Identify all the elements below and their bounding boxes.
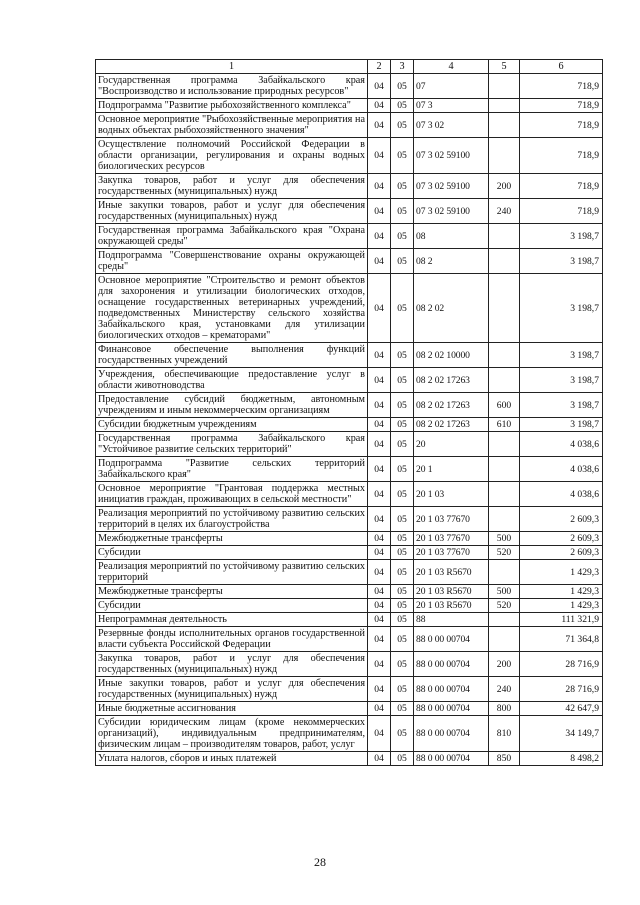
row-name-cell: Финансовое обеспечение выполнения функций государственных учреждений [96,343,368,368]
row-section-cell: 04 [368,532,391,546]
row-amount-cell: 71 364,8 [520,627,603,652]
row-expense-type-cell: 240 [489,199,520,224]
row-amount-cell: 718,9 [520,113,603,138]
row-subsection-cell: 05 [391,702,414,716]
row-amount-cell: 3 198,7 [520,249,603,274]
row-target-article-cell: 08 2 02 10000 [414,343,489,368]
table-row [96,99,603,113]
row-amount-cell: 3 198,7 [520,343,603,368]
row-subsection-cell: 05 [391,652,414,677]
row-expense-type-cell [489,249,520,274]
row-section-cell: 04 [368,174,391,199]
row-name-cell: Уплата налогов, сборов и иных платежей [96,752,368,766]
row-expense-type-cell [489,482,520,507]
row-name-cell: Непрограммная деятельность [96,613,368,627]
row-amount-cell: 718,9 [520,99,603,113]
row-name-cell: Субсидии юридическим лицам (кроме некоммерческих организаций), индивидуальным предпринимателям, физическим лицам – производителям товаров, работ, услуг [96,716,368,752]
row-expense-type-cell [489,274,520,343]
table-row [96,457,603,482]
row-name-cell: Закупка товаров, работ и услуг для обеспечения государственных (муниципальных) нужд [96,174,368,199]
row-expense-type-cell: 500 [489,532,520,546]
table-row [96,716,603,752]
row-amount-cell: 718,9 [520,138,603,174]
row-subsection-cell: 05 [391,138,414,174]
table-row [96,507,603,532]
row-section-cell: 04 [368,99,391,113]
row-subsection-cell: 05 [391,507,414,532]
row-expense-type-cell: 850 [489,752,520,766]
table-row [96,343,603,368]
row-target-article-cell: 20 1 03 [414,482,489,507]
row-subsection-cell: 05 [391,99,414,113]
column-header-4: 4 [414,60,489,74]
row-target-article-cell: 20 1 03 R5670 [414,599,489,613]
row-section-cell: 04 [368,716,391,752]
row-expense-type-cell: 610 [489,418,520,432]
row-subsection-cell: 05 [391,432,414,457]
row-subsection-cell: 05 [391,113,414,138]
table-row [96,174,603,199]
row-name-cell: Субсидии [96,599,368,613]
row-expense-type-cell: 200 [489,652,520,677]
row-expense-type-cell [489,507,520,532]
row-section-cell: 04 [368,482,391,507]
row-name-cell: Учреждения, обеспечивающие предоставление услуг в области животноводства [96,368,368,393]
row-target-article-cell: 88 0 00 00704 [414,752,489,766]
row-amount-cell: 1 429,3 [520,560,603,585]
row-expense-type-cell [489,627,520,652]
row-target-article-cell: 20 1 03 77670 [414,532,489,546]
table-row [96,560,603,585]
table-row [96,752,603,766]
table-body [96,74,603,766]
row-name-cell: Резервные фонды исполнительных органов государственной власти субъекта Российской Федерации [96,627,368,652]
table-row [96,199,603,224]
row-target-article-cell: 88 0 00 00704 [414,702,489,716]
row-section-cell: 04 [368,560,391,585]
row-subsection-cell: 05 [391,174,414,199]
row-target-article-cell: 07 3 02 59100 [414,174,489,199]
row-subsection-cell: 05 [391,677,414,702]
row-amount-cell: 111 321,9 [520,613,603,627]
row-section-cell: 04 [368,274,391,343]
row-section-cell: 04 [368,418,391,432]
row-target-article-cell: 08 2 02 [414,274,489,343]
row-target-article-cell: 07 3 02 [414,113,489,138]
row-section-cell: 04 [368,457,391,482]
table-row [96,368,603,393]
row-subsection-cell: 05 [391,613,414,627]
row-amount-cell: 1 429,3 [520,585,603,599]
row-expense-type-cell [489,74,520,99]
row-target-article-cell: 08 2 02 17263 [414,418,489,432]
row-amount-cell: 34 149,7 [520,716,603,752]
row-target-article-cell: 88 0 00 00704 [414,652,489,677]
row-section-cell: 04 [368,627,391,652]
row-target-article-cell: 20 1 03 77670 [414,507,489,532]
row-subsection-cell: 05 [391,752,414,766]
row-subsection-cell: 05 [391,368,414,393]
row-target-article-cell: 20 1 03 77670 [414,546,489,560]
budget-table-sheet [95,59,603,766]
row-amount-cell: 28 716,9 [520,652,603,677]
row-name-cell: Межбюджетные трансферты [96,532,368,546]
row-section-cell: 04 [368,702,391,716]
row-subsection-cell: 05 [391,560,414,585]
column-header-2: 2 [368,60,391,74]
row-name-cell: Межбюджетные трансферты [96,585,368,599]
row-name-cell: Осуществление полномочий Российской Федерации в области организации, регулирования и охраны водных биологических ресурсов [96,138,368,174]
row-target-article-cell: 20 1 03 R5670 [414,585,489,599]
table-row [96,532,603,546]
table-row [96,677,603,702]
column-header-6: 6 [520,60,603,74]
row-subsection-cell: 05 [391,74,414,99]
row-expense-type-cell [489,138,520,174]
row-target-article-cell: 07 3 02 59100 [414,199,489,224]
table-row [96,652,603,677]
row-section-cell: 04 [368,249,391,274]
row-expense-type-cell: 200 [489,174,520,199]
row-expense-type-cell: 240 [489,677,520,702]
row-section-cell: 04 [368,677,391,702]
row-name-cell: Государственная программа Забайкальского края "Воспроизводство и использование природных ресурсов" [96,74,368,99]
table-row [96,482,603,507]
row-amount-cell: 4 038,6 [520,482,603,507]
row-name-cell: Основное мероприятие "Грантовая поддержка местных инициатив граждан, проживающих в сельской местности" [96,482,368,507]
row-subsection-cell: 05 [391,418,414,432]
table-row [96,393,603,418]
row-amount-cell: 3 198,7 [520,393,603,418]
row-subsection-cell: 05 [391,716,414,752]
row-expense-type-cell [489,613,520,627]
row-name-cell: Иные бюджетные ассигнования [96,702,368,716]
row-section-cell: 04 [368,613,391,627]
table-row [96,74,603,99]
row-name-cell: Государственная программа Забайкальского края "Устойчивое развитие сельских территорий" [96,432,368,457]
row-amount-cell: 2 609,3 [520,532,603,546]
row-section-cell: 04 [368,546,391,560]
row-expense-type-cell: 810 [489,716,520,752]
table-row [96,599,603,613]
row-subsection-cell: 05 [391,274,414,343]
row-subsection-cell: 05 [391,249,414,274]
row-name-cell: Основное мероприятие "Рыбохозяйственные мероприятия на водных объектах рыбохозяйственного значения" [96,113,368,138]
row-amount-cell: 2 609,3 [520,507,603,532]
row-subsection-cell: 05 [391,343,414,368]
row-name-cell: Предоставление субсидий бюджетным, автономным учреждениям и иным некоммерческим организациям [96,393,368,418]
row-target-article-cell: 88 0 00 00704 [414,627,489,652]
row-subsection-cell: 05 [391,457,414,482]
table-row [96,702,603,716]
row-amount-cell: 3 198,7 [520,368,603,393]
table-row [96,224,603,249]
table-row [96,613,603,627]
table-row [96,627,603,652]
row-target-article-cell: 07 [414,74,489,99]
column-header-1: 1 [96,60,368,74]
row-name-cell: Подпрограмма "Совершенствование охраны окружающей среды" [96,249,368,274]
row-amount-cell: 3 198,7 [520,274,603,343]
row-expense-type-cell [489,457,520,482]
row-target-article-cell: 20 1 [414,457,489,482]
row-section-cell: 04 [368,224,391,249]
row-section-cell: 04 [368,752,391,766]
row-section-cell: 04 [368,652,391,677]
row-subsection-cell: 05 [391,627,414,652]
row-section-cell: 04 [368,432,391,457]
row-expense-type-cell: 520 [489,546,520,560]
row-target-article-cell: 08 [414,224,489,249]
row-subsection-cell: 05 [391,585,414,599]
row-section-cell: 04 [368,138,391,174]
row-amount-cell: 3 198,7 [520,224,603,249]
row-section-cell: 04 [368,393,391,418]
row-amount-cell: 4 038,6 [520,457,603,482]
row-name-cell: Субсидии бюджетным учреждениям [96,418,368,432]
row-target-article-cell: 08 2 [414,249,489,274]
row-target-article-cell: 88 [414,613,489,627]
row-target-article-cell: 88 0 00 00704 [414,716,489,752]
row-name-cell: Иные закупки товаров, работ и услуг для обеспечения государственных (муниципальных) нужд [96,677,368,702]
table-row [96,585,603,599]
table-header-row [96,60,603,74]
budget-table [95,59,603,766]
row-expense-type-cell: 520 [489,599,520,613]
row-target-article-cell: 88 0 00 00704 [414,677,489,702]
row-amount-cell: 718,9 [520,174,603,199]
row-amount-cell: 42 647,9 [520,702,603,716]
row-amount-cell: 3 198,7 [520,418,603,432]
row-section-cell: 04 [368,507,391,532]
column-header-5: 5 [489,60,520,74]
row-name-cell: Закупка товаров, работ и услуг для обеспечения государственных (муниципальных) нужд [96,652,368,677]
row-name-cell: Субсидии [96,546,368,560]
table-row [96,138,603,174]
row-expense-type-cell [489,343,520,368]
row-subsection-cell: 05 [391,199,414,224]
row-section-cell: 04 [368,599,391,613]
table-row [96,113,603,138]
row-expense-type-cell [489,432,520,457]
row-subsection-cell: 05 [391,532,414,546]
row-target-article-cell: 20 [414,432,489,457]
table-row [96,432,603,457]
row-expense-type-cell: 800 [489,702,520,716]
row-name-cell: Реализация мероприятий по устойчивому развитию сельских территорий в целях их благоустройства [96,507,368,532]
row-amount-cell: 28 716,9 [520,677,603,702]
row-subsection-cell: 05 [391,599,414,613]
row-subsection-cell: 05 [391,546,414,560]
row-subsection-cell: 05 [391,482,414,507]
column-header-3: 3 [391,60,414,74]
row-subsection-cell: 05 [391,393,414,418]
table-row [96,418,603,432]
table-row [96,274,603,343]
row-section-cell: 04 [368,113,391,138]
row-target-article-cell: 20 1 03 R5670 [414,560,489,585]
row-amount-cell: 2 609,3 [520,546,603,560]
row-subsection-cell: 05 [391,224,414,249]
row-expense-type-cell [489,99,520,113]
row-section-cell: 04 [368,199,391,224]
row-section-cell: 04 [368,74,391,99]
row-amount-cell: 4 038,6 [520,432,603,457]
table-row [96,249,603,274]
row-section-cell: 04 [368,343,391,368]
row-name-cell: Основное мероприятие "Строительство и ремонт объектов для захоронения и утилизации биологических отходов, оснащение государственных ветеринарных учреждений, подведомственных Министерству сельского хозяйства Забайкальского края, установками для утилизации биологических отходов – крематорами" [96,274,368,343]
row-target-article-cell: 07 3 [414,99,489,113]
row-target-article-cell: 07 3 02 59100 [414,138,489,174]
table-row [96,546,603,560]
row-amount-cell: 1 429,3 [520,599,603,613]
row-expense-type-cell [489,368,520,393]
row-name-cell: Реализация мероприятий по устойчивому развитию сельских территорий [96,560,368,585]
row-section-cell: 04 [368,585,391,599]
row-expense-type-cell [489,113,520,138]
row-amount-cell: 8 498,2 [520,752,603,766]
row-expense-type-cell [489,560,520,585]
row-target-article-cell: 08 2 02 17263 [414,393,489,418]
row-name-cell: Подпрограмма "Развитие сельских территорий Забайкальского края" [96,457,368,482]
row-name-cell: Государственная программа Забайкальского края "Охрана окружающей среды" [96,224,368,249]
row-expense-type-cell: 600 [489,393,520,418]
page-number: 28 [314,855,326,869]
row-name-cell: Иные закупки товаров, работ и услуг для обеспечения государственных (муниципальных) нужд [96,199,368,224]
row-target-article-cell: 08 2 02 17263 [414,368,489,393]
row-expense-type-cell: 500 [489,585,520,599]
row-section-cell: 04 [368,368,391,393]
row-name-cell: Подпрограмма "Развитие рыбохозяйственного комплекса" [96,99,368,113]
row-amount-cell: 718,9 [520,199,603,224]
row-amount-cell: 718,9 [520,74,603,99]
row-expense-type-cell [489,224,520,249]
